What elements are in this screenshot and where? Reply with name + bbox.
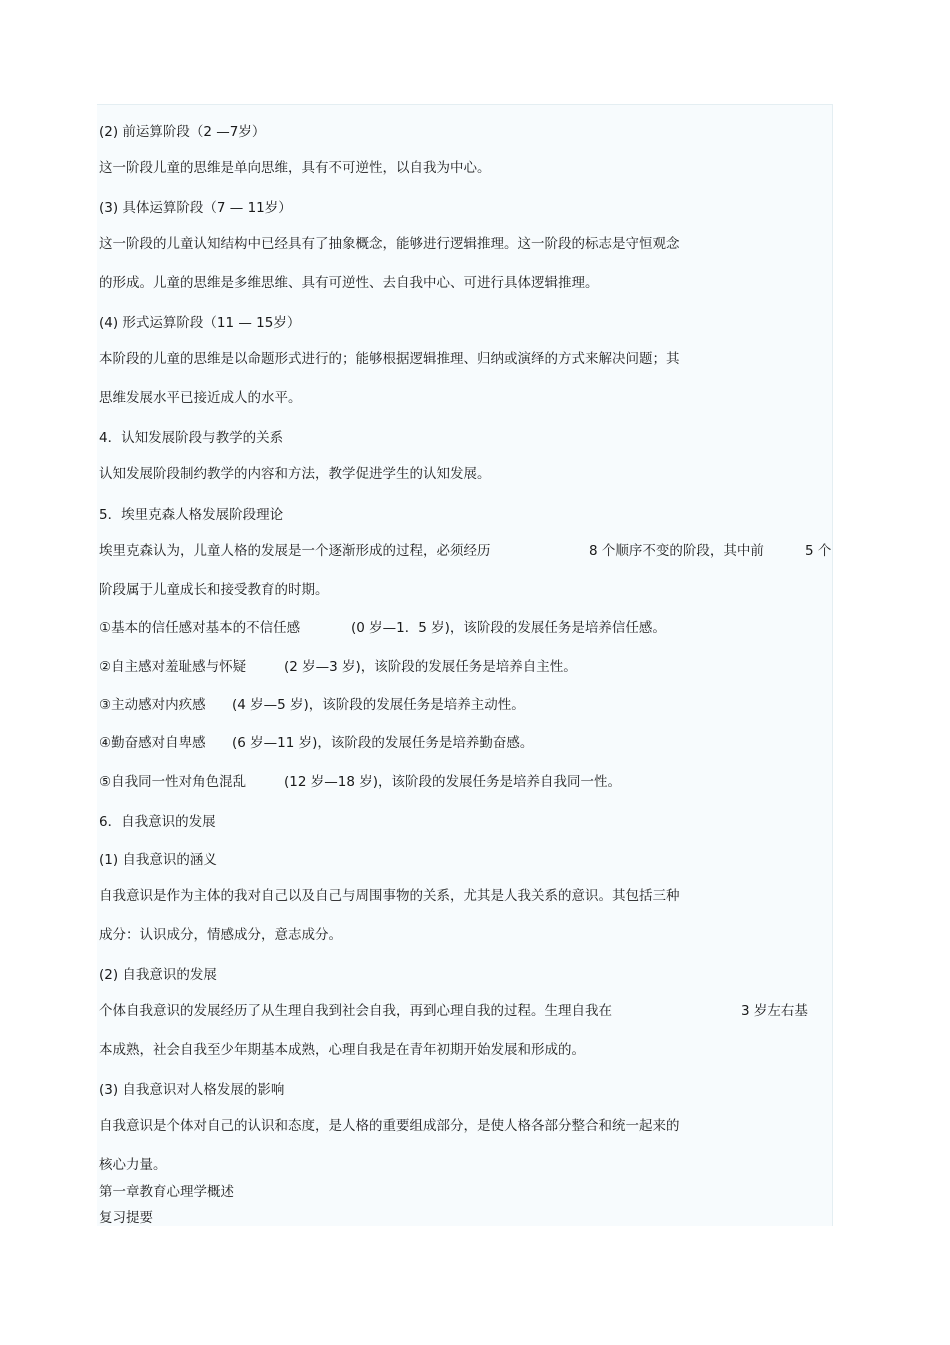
paragraph: 这一阶段的儿童认知结构中已经具有了抽象概念，能够进行逻辑推理。这一阶段的标志是守恒观念: [99, 236, 680, 252]
paragraph: 本成熟，社会自我至少年期基本成熟，心理自我是在青年初期开始发展和形成的。: [99, 1042, 585, 1058]
paragraph: 阶段属于儿童成长和接受教育的时期。: [99, 582, 329, 598]
text-segment: 8 个顺序不变的阶段，其中前: [589, 543, 764, 559]
paragraph: 自我意识是个体对自己的认识和态度，是人格的重要组成部分，是使人格各部分整合和统一起来的: [99, 1118, 680, 1134]
text-segment: (4 岁—5 岁)，该阶段的发展任务是培养主动性。: [232, 697, 525, 713]
paragraph: 的形成。儿童的思维是多维思维、具有可逆性、去自我中心、可进行具体逻辑推理。: [99, 275, 599, 291]
paragraph: 这一阶段儿童的思维是单向思维，具有不可逆性，以自我为中心。: [99, 160, 491, 176]
text-segment: ③主动感对内疚感: [99, 697, 206, 713]
paragraph: 思维发展水平已接近成人的水平。: [99, 390, 302, 406]
section-heading: (4) 形式运算阶段（11 — 15岁）: [99, 315, 301, 331]
paragraph: 核心力量。: [99, 1157, 167, 1173]
section-heading: (1) 自我意识的涵义: [99, 852, 217, 868]
paragraph: 本阶段的儿童的思维是以命题形式进行的；能够根据逻辑推理、归纳或演绎的方式来解决问题；其: [99, 351, 680, 367]
text-segment: ④勤奋感对自卑感: [99, 735, 206, 751]
text-segment: (6 岁—11 岁)，该阶段的发展任务是培养勤奋感。: [232, 735, 534, 751]
paragraph: 自我意识是作为主体的我对自己以及自己与周围事物的关系，尤其是人我关系的意识。其包括三种: [99, 888, 680, 904]
section-heading: (2) 前运算阶段（2 —7岁）: [99, 124, 266, 140]
paragraph: 认知发展阶段制约教学的内容和方法，教学促进学生的认知发展。: [99, 466, 491, 482]
document-page: [97, 104, 833, 1226]
chapter-title: 第一章教育心理学概述: [99, 1184, 234, 1200]
section-heading: 5．埃里克森人格发展阶段理论: [99, 507, 284, 523]
section-heading: 4．认知发展阶段与教学的关系: [99, 430, 284, 446]
text-segment: 个体自我意识的发展经历了从生理自我到社会自我，再到心理自我的过程。生理自我在: [99, 1003, 612, 1019]
section-heading: (3) 自我意识对人格发展的影响: [99, 1082, 285, 1098]
text-segment: ①基本的信任感对基本的不信任感: [99, 620, 301, 636]
review-heading: 复习提要: [99, 1210, 153, 1226]
text-segment: ②自主感对羞耻感与怀疑: [99, 659, 247, 675]
text-segment: ⑤自我同一性对角色混乱: [99, 774, 247, 790]
text-segment: 埃里克森认为，儿童人格的发展是一个逐渐形成的过程，必须经历: [99, 543, 491, 559]
paragraph: 成分：认识成分，情感成分，意志成分。: [99, 927, 342, 943]
text-segment: 5 个: [805, 543, 832, 559]
section-heading: (3) 具体运算阶段（7 — 11岁）: [99, 200, 292, 216]
section-heading: 6．自我意识的发展: [99, 814, 216, 830]
section-heading: (2) 自我意识的发展: [99, 967, 217, 983]
text-segment: (0 岁—1．5 岁)，该阶段的发展任务是培养信任感。: [351, 620, 666, 636]
text-segment: (2 岁—3 岁)，该阶段的发展任务是培养自主性。: [284, 659, 577, 675]
text-segment: (12 岁—18 岁)，该阶段的发展任务是培养自我同一性。: [284, 774, 621, 790]
text-segment: 3 岁左右基: [741, 1003, 808, 1019]
